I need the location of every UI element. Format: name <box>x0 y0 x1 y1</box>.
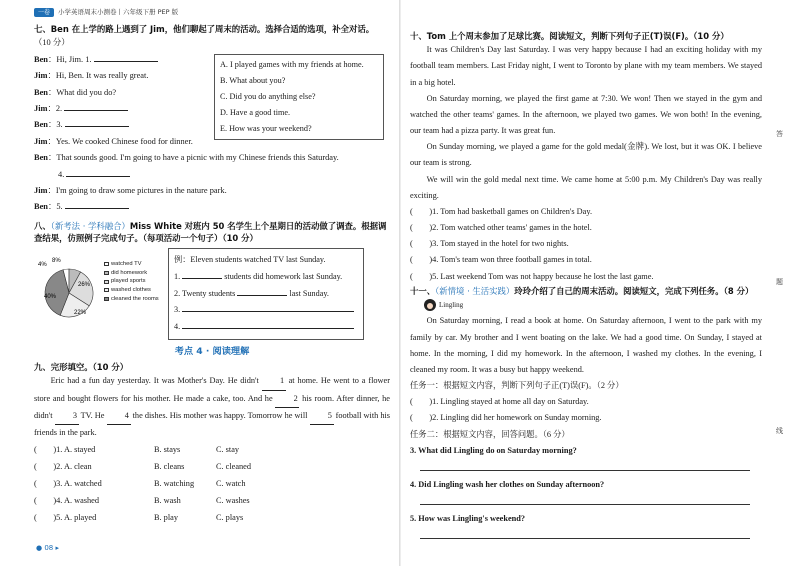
q7-options-box <box>214 54 384 140</box>
option-item: E. How was your weekend? <box>220 123 312 133</box>
question: 3. What did Lingling do on Saturday morning? <box>410 445 577 455</box>
question: 5. How was Lingling's weekend? <box>410 514 526 524</box>
answer-line[interactable] <box>420 527 750 539</box>
choice-row[interactable]: ( )1. A. stayed B. stays C. stay <box>34 445 240 455</box>
pie-label-4: 4% <box>38 262 47 269</box>
q8-example-box <box>168 248 364 340</box>
q10-paragraph: It was Children's Day last Saturday. I was very happy because I had an exciting holiday with my football team members. Last Friday night, I went to Toronto by plane with my team members. We stayed in a big hotel. <box>410 45 762 87</box>
q11-title: 十一、（新情境 · 生活实践）玲玲介绍了自己的周末活动。阅读短文，完成下列任务。（8 分） <box>410 285 754 296</box>
q8-tag: （新考法 · 学科融合） <box>50 220 130 231</box>
tf-item[interactable]: ( )2. Lingling did her homework on Sunday morning. <box>410 413 602 423</box>
answer-blank[interactable] <box>64 103 128 111</box>
answer-line[interactable] <box>420 493 750 505</box>
tf-item[interactable]: ( )4. Tom's team won three football games in total. <box>410 255 592 265</box>
dialogue-line: Ben：Hi, Jim. 1. <box>34 52 390 68</box>
choice-row[interactable]: ( )4. A. washed B. wash C. washes <box>34 496 250 506</box>
q10-paragraph: We will win the gold medal next time. We came home at 5:00 p.m. My Children's Day was really exciting. <box>410 174 762 200</box>
legend-item: did homework <box>104 269 159 278</box>
answer-blank[interactable] <box>65 119 129 127</box>
tf-item[interactable]: ( )5. Last weekend Tom was not happy because he lost the last game. <box>410 271 654 281</box>
pie-legend <box>104 260 159 303</box>
speaker-label: Lingling <box>410 297 762 313</box>
answer-blank[interactable] <box>65 201 129 209</box>
tf-item[interactable]: ( )1. Lingling stayed at home all day on Saturday. <box>410 397 589 407</box>
q9-passage: Eric had a fun day yesterday. It was Mother's Day. He didn't 1 at home. He went to a flower store and bought flowers for his mother. He made a cake, too. And he 2 his room. After dinner, he didn't 3 TV. He 4 the dishes. His mother was happy. Tomorrow he will 5 football with his friends in the park. <box>34 373 390 441</box>
choice-row[interactable]: ( )3. A. watched B. watching C. watch <box>34 479 246 489</box>
dialogue-line: Jim：Yes. We cooked Chinese food for dinner. <box>34 136 193 146</box>
tf-item[interactable]: ( )2. Tom watched other teams' games in the hotel. <box>410 223 592 233</box>
pie-label-22: 22% <box>74 310 87 317</box>
fill-line: 4. <box>174 319 358 336</box>
legend-item: cleaned the rooms <box>104 295 159 304</box>
page-number: ● 08 ▸ <box>36 543 60 552</box>
q9-title: 九、完形填空。（10 分） <box>34 362 129 373</box>
q10-paragraph: On Sunday morning, we played a game for the gold medal(金牌). We lost, but it was OK. I believe our team is strong. <box>410 142 762 168</box>
header-title: 小学英语周末小测卷丨六年级下册 PEP 版 <box>58 7 179 16</box>
section-title: 考点 4 · 阅读理解 <box>174 346 250 358</box>
task1-title: 任务一：根据短文内容，判断下列句子正(T)误(F)。（2 分） <box>410 381 624 391</box>
choice-row[interactable]: ( )5. A. played B. play C. plays <box>34 513 244 523</box>
task2-title: 任务二：根据短文内容，回答问题。（6 分） <box>410 429 570 439</box>
q8-title: 八、（新考法 · 学科融合）Miss White 对班内 50 名学生上个星期日的活动做了调查。根据调查结果，仿照例子完成句子。（每项活动一个句子）（10 分） <box>34 220 387 243</box>
dialogue-line: Ben：What did you do? <box>34 87 117 97</box>
dialogue-line: Ben：5. <box>34 199 390 215</box>
q7-title: 七、Ben 在上学的路上遇到了 Jim，他们聊起了周末的活动。选择合适的选项，补全对话。 <box>34 24 375 35</box>
side-margin-labels: 答 题 线 <box>776 130 783 435</box>
dialogue-line: Jim：2. <box>34 101 390 117</box>
dialogue-line: Ben：3. <box>34 117 390 133</box>
tf-item[interactable]: ( )3. Tom stayed in the hotel for two nights. <box>410 239 569 249</box>
answer-blank[interactable] <box>94 54 158 62</box>
dialogue-line: 4. <box>34 167 390 183</box>
dialogue-line: Ben：That sounds good. I'm going to have a picnic with my Chinese friends this Saturday. <box>34 153 339 163</box>
legend-item: washed clothes <box>104 286 159 295</box>
legend-item: played sports <box>104 277 159 286</box>
dialogue-line: Jim：Hi, Ben. It was really great. <box>34 71 149 81</box>
fill-line: 1. students did homework last Sunday. <box>174 271 343 281</box>
header-badge: 一卷 <box>34 8 54 17</box>
q11-passage: On Saturday morning, I read a book at home. On Saturday afternoon, I went to the park with my family by car. My brother and I went boating on the lake. We had a good time. On Sunday, I stayed at home. In the morning, I did my homework. In the afternoon, I washed my clothes. In the evening, I cleaned my room. It was a busy but happy weekend. <box>410 316 762 374</box>
tf-item[interactable]: ( )1. Tom had basketball games on Children's Day. <box>410 206 593 216</box>
q10-title: 十、Tom 上个周末参加了足球比赛。阅读短文，判断下列句子正(T)误(F)。（10 分） <box>410 31 729 41</box>
pie-label-40: 40% <box>44 294 57 301</box>
answer-line[interactable] <box>420 459 750 471</box>
fill-line: 3. <box>174 302 358 319</box>
q8-survey <box>34 248 390 340</box>
q10-statements <box>410 204 762 285</box>
option-item: D. Have a good time. <box>220 107 291 117</box>
option-item: C. Did you do anything else? <box>220 91 316 101</box>
q9-choices <box>34 441 390 526</box>
legend-item: watched TV <box>104 260 159 269</box>
pie-chart <box>34 248 162 332</box>
pie-svg <box>34 256 104 326</box>
fill-line: 2. Twenty students last Sunday. <box>174 288 329 298</box>
answer-blank[interactable] <box>66 169 130 177</box>
q11-tag: （新情境 · 生活实践） <box>435 285 515 296</box>
q10-paragraph: On Saturday morning, we played the first game at 7:30. We won! Then we stayed in the gym and watched the other teams' games. In the afternoon, we played two games. We won both! In the evening, our team had a pizza party. It was great fun. <box>410 93 762 136</box>
girl-avatar-icon <box>424 299 436 311</box>
q7-score: （10 分） <box>34 38 70 48</box>
question: 4. Did Lingling wash her clothes on Sunday afternoon? <box>410 479 605 489</box>
choice-row[interactable]: ( )2. A. clean B. cleans C. cleaned <box>34 462 252 472</box>
pie-label-26: 26% <box>78 282 91 289</box>
page-header <box>34 8 390 17</box>
dialogue-line: Jim：I'm going to draw some pictures in the nature park. <box>34 185 227 195</box>
pie-label-8: 8% <box>52 258 61 265</box>
option-item: B. What about you? <box>220 75 286 85</box>
right-page <box>400 0 800 566</box>
example-sentence: 例：Eleven students watched TV last Sunday. <box>174 255 326 265</box>
option-item: A. I played games with my friends at home. <box>220 60 364 69</box>
